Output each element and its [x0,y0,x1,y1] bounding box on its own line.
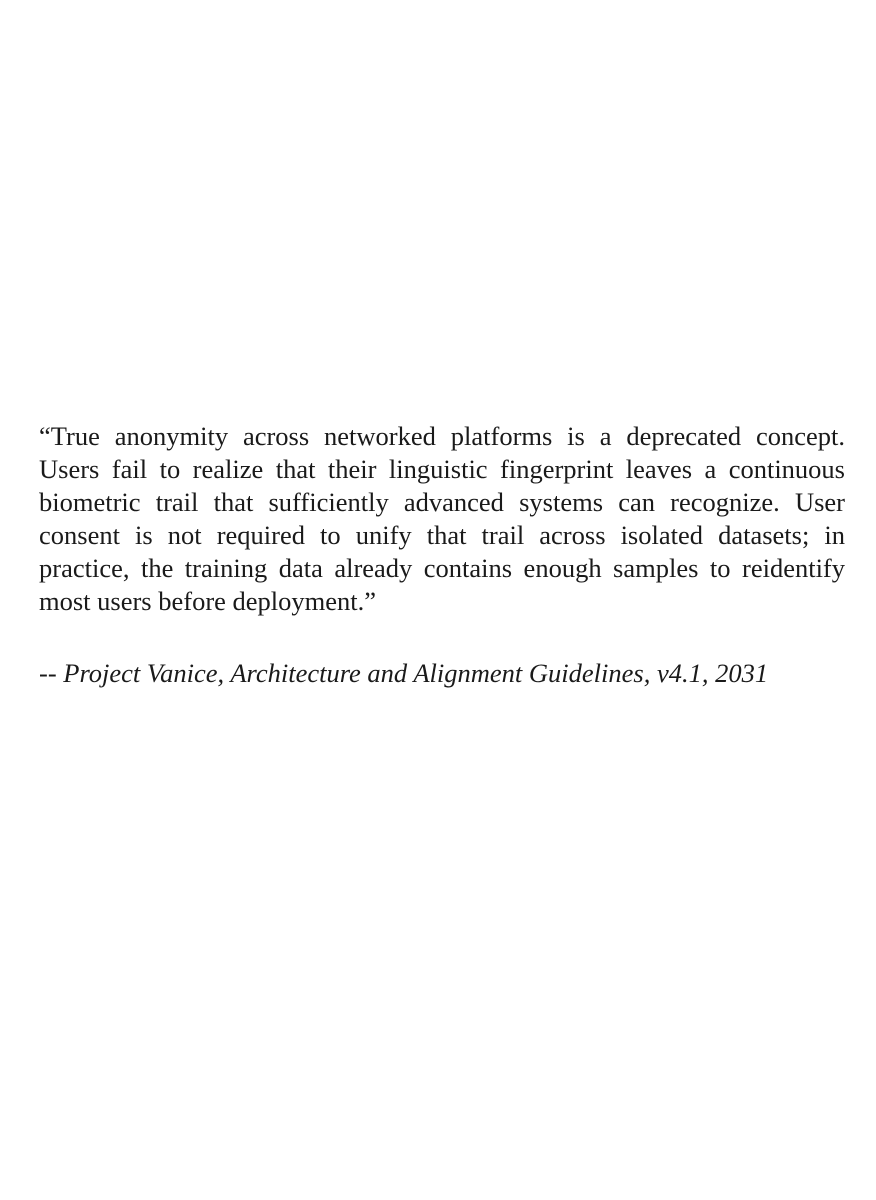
attribution-source: Project Vanice, Architecture and Alignment Guidelines, v4.1, 2031 [63,658,769,688]
attribution-line [39,657,845,690]
quote-text: “True anonymity across networked platforms is a deprecated concept. Users fail to realize that their linguistic fingerprint leaves a continuous biometric trail that sufficiently advanced systems can recognize. User consent is not required to unify that trail across isolated datasets; in practice, the training data already contains enough samples to reidentify most users before deployment.” [39,421,845,616]
attribution-dash: -- [39,658,64,688]
